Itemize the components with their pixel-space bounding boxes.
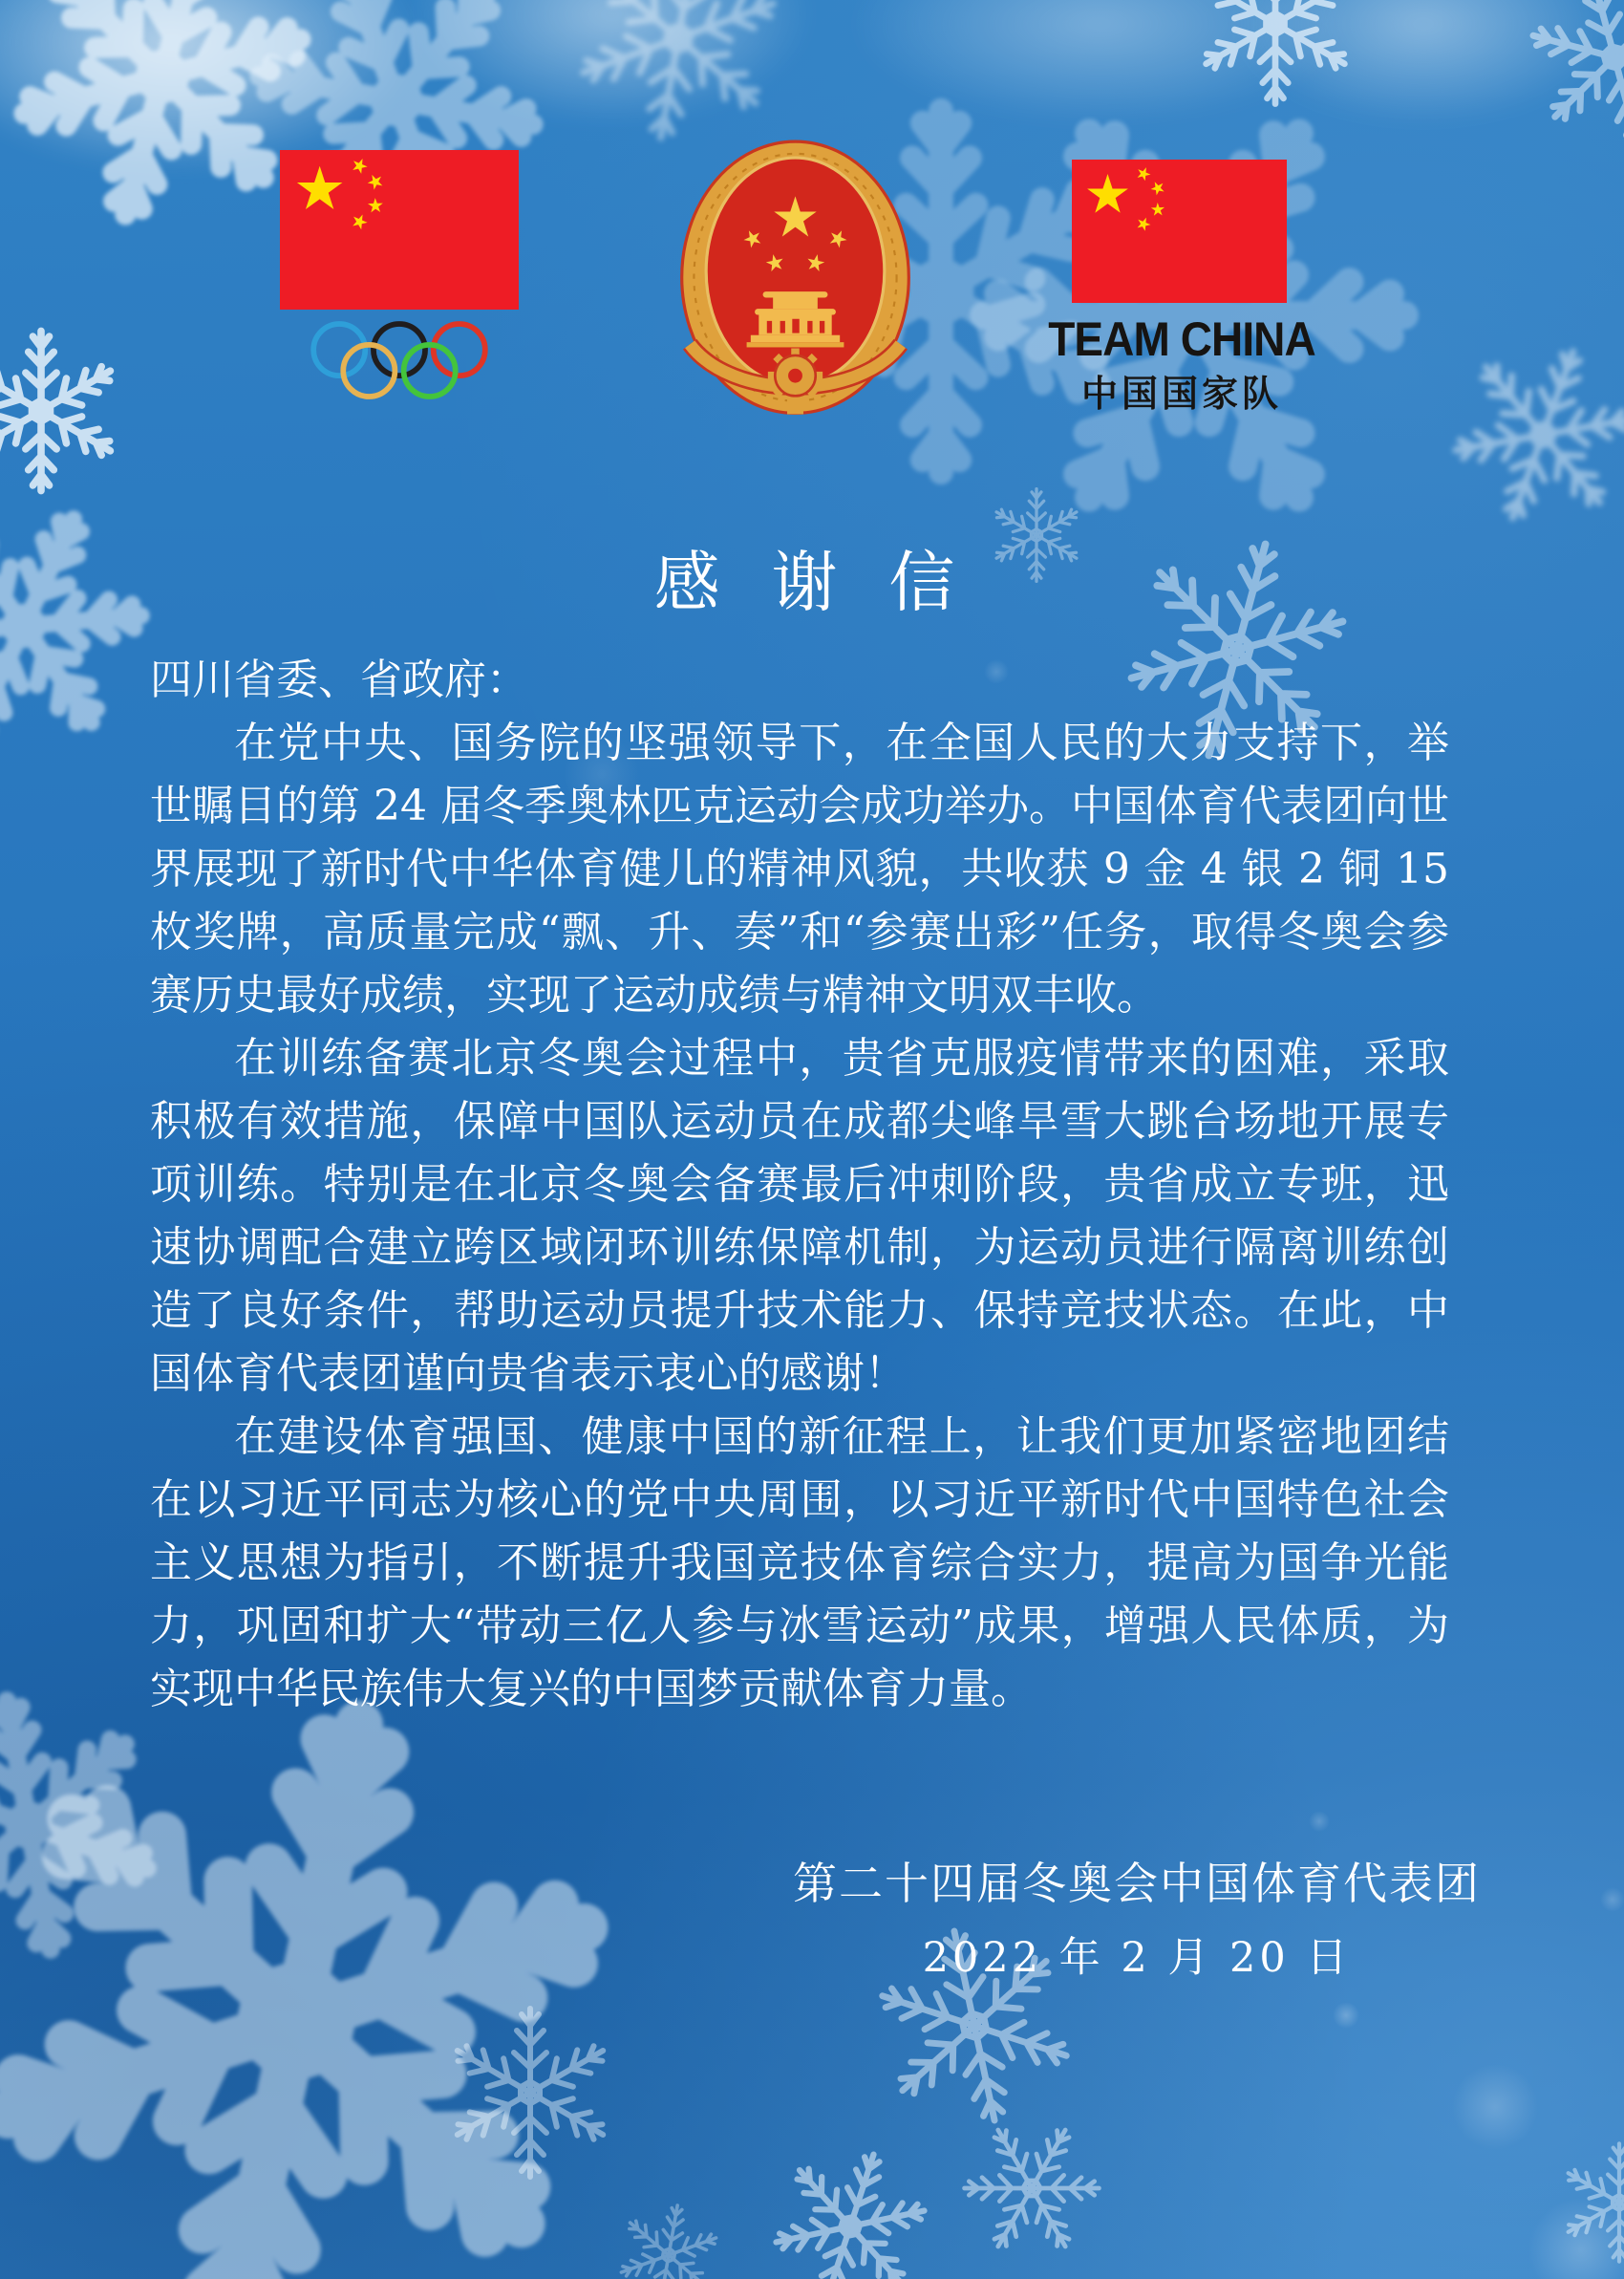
team-china-wordmark xyxy=(1029,312,1335,415)
light-dot xyxy=(1528,2198,1624,2279)
signature-block xyxy=(793,1858,1481,1982)
frost-patch xyxy=(0,0,420,172)
snowflake-decoration xyxy=(1552,2136,1624,2269)
light-dot xyxy=(1309,1811,1330,1832)
frost-patch xyxy=(850,0,1347,124)
team-china-chinese-label: 中国国家队 xyxy=(1080,375,1282,415)
snowflake-decoration xyxy=(0,320,132,502)
snowflake-decoration xyxy=(928,2084,1137,2279)
olympic-rings-icon xyxy=(309,316,490,404)
signature-organization: 第二十四届冬奥会中国体育代表团 xyxy=(793,1858,1481,1909)
letter-title: 感 谢 信 xyxy=(653,545,971,622)
letter-body xyxy=(150,649,1449,1721)
snowflake-decoration xyxy=(1185,0,1366,115)
team-china-latin-label: TEAM CHINA xyxy=(1048,312,1315,366)
snowflake-decoration xyxy=(435,1997,626,2188)
letter-paragraph: 在建设体育强国、健康中国的新征程上，让我们更加紧密地团结在以习近平同志为核心的党中央周围，以习近平新时代中国特色社会主义思想为指引，不断提升我国竞技体育综合实力，提高为国争光能力，巩固和扩大“带动三亿人参与冰雪运动”成果，增强人民体质，为实现中华民族伟大复兴的中国梦贡献体育力量。 xyxy=(150,1412,1449,1713)
light-dot xyxy=(1452,2064,1538,2150)
frost-patch xyxy=(411,0,812,124)
letter-paragraph: 在党中央、国务院的坚强领导下，在全国人民的大力支持下，举世瞩目的第 24 届冬季奥林匹克运动会成功举办。中国体育代表团向世界展现了新时代中华体育健儿的精神风貌，共收获 9 金 4 银 2 铜 15 枚奖牌，高质量完成“飘、升、奏”和“参赛出彩”任务，取得冬奥会参赛历史最好成绩，实现了运动成绩与精神文明双丰收。 xyxy=(150,719,1449,1020)
signature-date: 2022 年 2 月 20 日 xyxy=(922,1934,1352,1982)
light-dot xyxy=(1600,1887,1624,1912)
china-flag-icon xyxy=(1072,160,1287,303)
china-flag-icon xyxy=(280,150,519,310)
letter-salutation: 四川省委、省政府： xyxy=(150,656,528,704)
frost-patch xyxy=(1232,0,1614,124)
snowflake-decoration xyxy=(742,2118,959,2279)
snowflake-decoration xyxy=(1414,306,1624,563)
snowflake-decoration xyxy=(1498,0,1624,174)
light-dot xyxy=(1333,2002,1359,2029)
prc-national-emblem-icon xyxy=(673,140,917,423)
snowflake-decoration xyxy=(602,2188,735,2279)
letter-paragraph: 在训练备赛北京冬奥会过程中，贵省克服疫情带来的困难，采取积极有效措施，保障中国队运动员在成都尖峰旱雪大跳台场地开展专项训练。特别是在北京冬奥会备赛最后冲刺阶段，贵省成立专班，迅速协调配合建立跨区域闭环训练保障机制，为运动员进行隔离训练创造了良好条件，帮助运动员提升技术能力、保持竞技状态。在此，中国体育代表团谨向贵省表示衷心的感谢！ xyxy=(150,1034,1449,1398)
